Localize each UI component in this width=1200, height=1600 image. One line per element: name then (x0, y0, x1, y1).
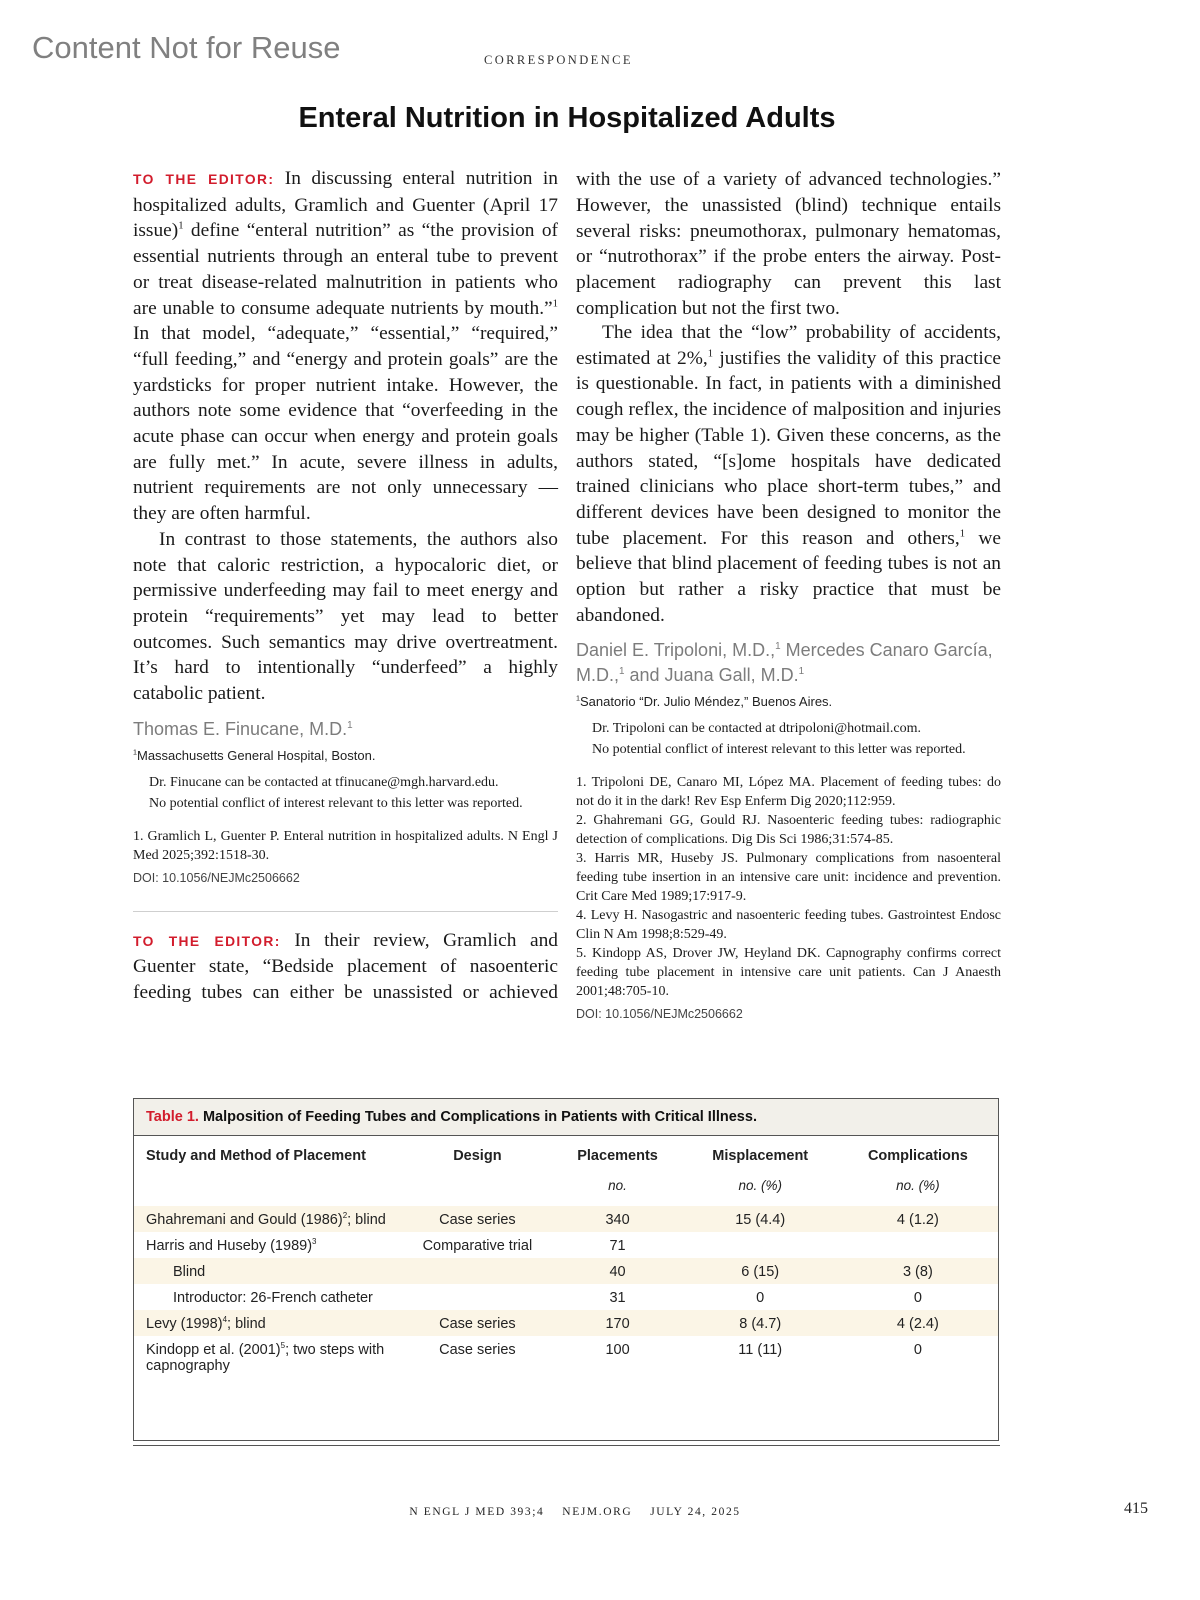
text-run: we believe that blind placement of feeding tubes is not an option but rather a risky practice that must be abandoned. (576, 527, 1001, 626)
misplacement-cell: 0 (756, 1290, 765, 1306)
citation-sup: 3 (312, 1237, 317, 1247)
study-method: ; blind (227, 1316, 266, 1332)
table-row (134, 1206, 998, 1232)
misplacement-cell: 8 (4.7) (739, 1316, 782, 1332)
author-name: and Juana Gall, M.D. (624, 665, 799, 686)
watermark: Content Not for Reuse (32, 30, 341, 65)
column-header: Complications (867, 1148, 968, 1164)
complications-cell (838, 1232, 998, 1258)
complications-cell: 4 (1.2) (896, 1212, 939, 1228)
column-header: Design (453, 1148, 502, 1164)
reference-item: 2. Ghahremani GG, Gould RJ. Nasoenteric feeding tubes: radiographic detection of complications. Dig Dis Sci 1986;31:574-85. (576, 813, 1001, 848)
table-row (134, 1258, 998, 1284)
study-method: ; two steps with capnography (146, 1342, 385, 1374)
letter1-affiliation (133, 748, 558, 763)
design-cell: Case series (439, 1342, 516, 1358)
table-caption: Malposition of Feeding Tubes and Complications in Patients with Critical Illness. (198, 1109, 757, 1125)
study-name: Harris and Huseby (1989) (146, 1238, 313, 1254)
letter-divider (133, 911, 558, 912)
design-cell (402, 1258, 552, 1284)
text-run: In that model, “adequate,” “essential,” “required,” “full feeding,” and “energy and protein goals” are the yardsticks for proper nutrient intake. However, the authors note some evidence that “overfeeding in the acute phase can occur when energy and protein goals are fully met.” In acute, severe illness in adults, nutrient requirements are not only unnecessary — they are often harmful. (133, 323, 558, 525)
misplacement-cell (683, 1232, 838, 1258)
text-run: In their review, Gramlich and Guenter state, “Bedside placement of nasoenteric feeding tubes can either be unassisted or achieved (133, 929, 558, 1004)
table-header-row (134, 1136, 998, 1176)
citation-sup: 1 (552, 297, 558, 310)
letter1-references (133, 827, 558, 865)
letter1-author (133, 717, 558, 742)
author-name: Thomas E. Finucane, M.D. (133, 718, 348, 739)
reference-item: 1. Tripoloni DE, Canaro MI, López MA. Placement of feeding tubes: do not do it in the dark! Rev Esp Enferm Dig 2020;112:959. (576, 775, 1001, 810)
affiliation-text: Sanatorio “Dr. Julio Méndez,” Buenos Aires. (579, 694, 833, 710)
column-header: Misplacement (712, 1148, 809, 1164)
editor-tag: TO THE EDITOR: (133, 933, 281, 949)
design-cell (402, 1284, 552, 1310)
citation-sup: 5 (280, 1341, 286, 1351)
unit-cell: no. (%) (738, 1178, 782, 1193)
reference-item: 1. Gramlich L, Guenter P. Enteral nutrition in hospitalized adults. N Engl J Med 2025;392:1518-30. (133, 828, 558, 863)
study-name: Ghahremani and Gould (1986) (146, 1212, 343, 1228)
letter2-coi: No potential conflict of interest relevant to this letter was reported. (592, 742, 966, 758)
letter2-paragraph-2 (576, 320, 1001, 628)
complications-cell: 3 (8) (902, 1264, 933, 1280)
table-title (134, 1099, 998, 1136)
page-number: 415 (1124, 1500, 1148, 1517)
misplacement-cell: 15 (4.4) (735, 1212, 786, 1228)
letter2-paragraph-1a (133, 928, 558, 1005)
letter1-coi: No potential conflict of interest relevant to this letter was reported. (149, 795, 523, 811)
placements-cell: 170 (605, 1316, 630, 1332)
column-header: Study and Method of Placement (146, 1148, 366, 1164)
placements-cell: 31 (609, 1290, 626, 1306)
design-cell: Case series (439, 1212, 516, 1228)
reference-item: 3. Harris MR, Huseby JS. Pulmonary complications from nasoenteral feeding tube insertion in an intensive care unit: incidence and prevention. Crit Care Med 1989;17:917-9. (576, 851, 1001, 905)
text-run: justifies the validity of this practice is questionable. In fact, in patients with a diminished cough reflex, the incidence of malposition and injuries may be higher (Table 1). Given these concerns, as the authors stated, “[s]ome hospitals have dedicated trained clinicians who place short-term tubes,” and different devices have been designed to monitor the tube placement. For this reason and others, (576, 347, 1001, 549)
text-run: The idea that the “low” probability of accidents, estimated at 2%, (576, 322, 1001, 369)
unit-cell: no. (608, 1178, 627, 1193)
citation-sup: 1 (775, 641, 781, 653)
citation-sup: 1 (707, 347, 714, 360)
left-column (133, 166, 558, 1005)
letter1-doi: DOI: 10.1056/NEJMc2506662 (133, 870, 300, 885)
placements-cell: 100 (605, 1342, 630, 1358)
table-row (134, 1232, 998, 1258)
table-1 (133, 1098, 999, 1441)
letter1-paragraph-1 (133, 166, 558, 527)
editor-tag: TO THE EDITOR: (133, 172, 275, 187)
author-name: Mercedes Canaro García, M.D., (576, 640, 993, 686)
placements-cell: 71 (609, 1238, 626, 1254)
letter2-paragraph-1b (576, 166, 1001, 320)
complications-cell: 0 (913, 1342, 922, 1358)
study-cell (134, 1336, 402, 1378)
letter2-authors (576, 638, 1001, 688)
section-label: CORRESPONDENCE (484, 53, 633, 67)
text-run: In discussing enteral nutrition in hospitalized adults, Gramlich and Guenter (April 17 issue) (133, 168, 558, 242)
text-run: define “enteral nutrition” as “the provision of essential nutrients through an enteral tube to prevent or treat disease-related malnutrition in patients who are unable to consume adequate nutrients by mouth.” (133, 220, 558, 319)
data-table (134, 1136, 998, 1378)
letter2-contact: Dr. Tripoloni can be contacted at dtripoloni@hotmail.com. (592, 721, 922, 737)
column-header: Placements (577, 1148, 658, 1164)
study-cell (134, 1206, 402, 1232)
misplacement-cell: 11 (11) (738, 1342, 783, 1358)
citation-sup: 1 (619, 666, 625, 678)
citation-sup: 1 (798, 666, 805, 678)
article-title: Enteral Nutrition in Hospitalized Adults (298, 102, 836, 134)
reference-item: 4. Levy H. Nasogastric and nasoenteric feeding tubes. Gastrointest Endosc Clin N Am 1998;8:529-49. (576, 908, 1001, 943)
placements-cell: 340 (605, 1212, 630, 1228)
journal-footer: N ENGL J MED 393;4 NEJM.ORG JULY 24, 2025 (409, 1506, 741, 1518)
study-name: Levy (1998) (146, 1316, 223, 1332)
citation-sup: 1 (178, 219, 184, 232)
letter2-references (576, 773, 1001, 1001)
text-run: with the use of a variety of advanced technologies.” However, the unassisted (blind) technique entails several risks: pneumothorax, pulmonary hematomas, or “nutrothorax” if the probe enters the airway. Post-placement radiography can prevent this last complication but not the first two. (576, 169, 1001, 319)
citation-sup: 2 (342, 1211, 348, 1221)
study-name: Kindopp et al. (2001) (146, 1342, 281, 1358)
unit-cell (402, 1176, 552, 1206)
letter1-paragraph-2: In contrast to those statements, the authors also note that caloric restriction, a hypocaloric diet, or permissive underfeeding may fail to meet energy and protein “requirements” yet may lead to better outcomes. Such semantics may drive overtreatment. It’s hard to intentionally “underfeed” a highly catabolic patient. (133, 528, 558, 705)
complications-cell: 0 (913, 1290, 922, 1306)
design-cell: Case series (439, 1316, 516, 1332)
citation-sup: 4 (222, 1315, 228, 1325)
reference-item: 5. Kindopp AS, Drover JW, Heyland DK. Capnography confirms correct feeding tube placement in intensive care unit patients. Can J Anaesth 2001;48:705-10. (576, 946, 1001, 1000)
table-row (134, 1336, 998, 1378)
letter2-doi: DOI: 10.1056/NEJMc2506662 (576, 1007, 743, 1022)
letter2-paragraph-1b-window (576, 166, 1001, 320)
table-row (134, 1310, 998, 1336)
placements-cell: 40 (609, 1264, 626, 1280)
complications-cell: 4 (2.4) (896, 1316, 939, 1332)
table-row (134, 1284, 998, 1310)
author-name: Daniel E. Tripoloni, M.D., (576, 640, 776, 661)
study-method: ; blind (347, 1212, 386, 1228)
citation-sup: 1 (576, 695, 580, 704)
citation-sup: 1 (959, 527, 966, 540)
affiliation-text: Massachusetts General Hospital, Boston. (136, 747, 376, 763)
study-cell (134, 1310, 402, 1336)
study-cell (134, 1232, 402, 1258)
table-units-row (134, 1176, 998, 1206)
unit-cell: no. (%) (896, 1178, 940, 1193)
letter1-contact: Dr. Finucane can be contacted at tfinucane@mgh.harvard.edu. (149, 774, 499, 790)
unit-cell (134, 1176, 402, 1206)
citation-sup: 1 (347, 719, 353, 731)
study-cell: Blind (173, 1264, 206, 1280)
study-cell: Introductor: 26-French catheter (173, 1290, 373, 1306)
right-column (576, 166, 1001, 1021)
letter2-affiliation (576, 694, 1001, 709)
table-number: Table 1. (146, 1109, 199, 1125)
design-cell: Comparative trial (422, 1238, 533, 1254)
misplacement-cell: 6 (15) (741, 1264, 780, 1280)
citation-sup: 1 (133, 748, 137, 757)
